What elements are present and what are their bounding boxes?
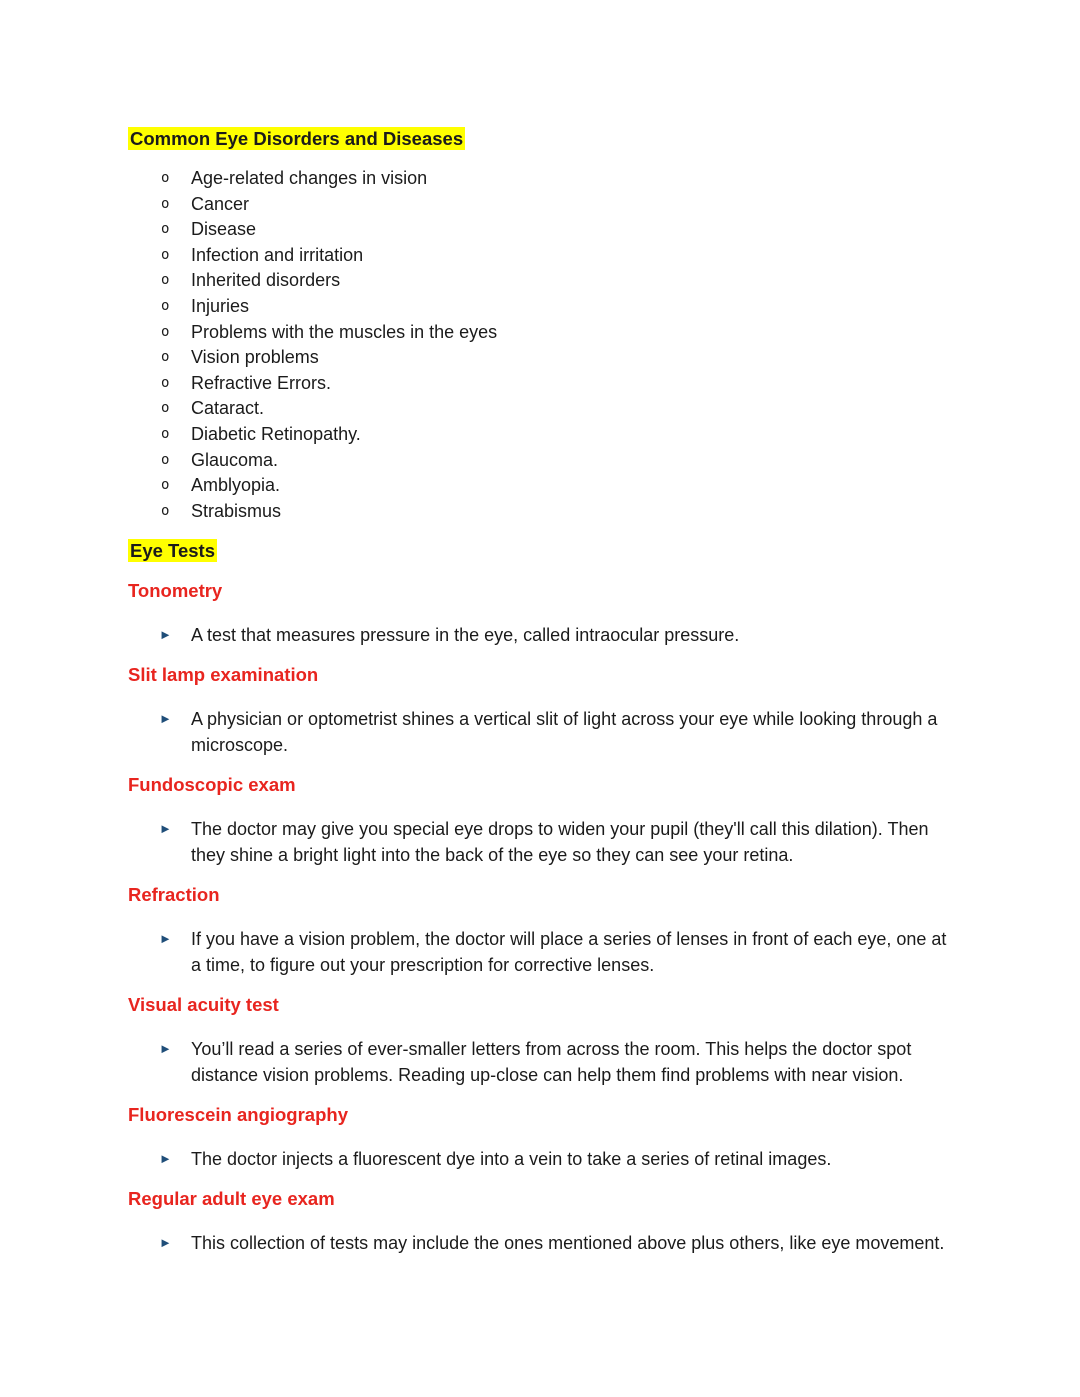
disorder-list-item: [128, 499, 952, 525]
disorders-heading-highlighted-text: Common Eye Disorders and Diseases: [130, 128, 464, 149]
arrow-bullet-icon: ►: [159, 711, 172, 727]
eye-tests-heading-highlighted-text: Eye Tests: [130, 540, 216, 562]
disorder-list-item: [128, 371, 952, 397]
test-description-text: A physician or optometrist shines a vertical slit of light across your eye while looking through a microscope.: [191, 709, 938, 756]
circle-bullet-icon: o: [161, 502, 170, 519]
circle-bullet-icon: o: [161, 221, 170, 238]
eye-tests-sections: [128, 578, 952, 1256]
circle-bullet-icon: o: [161, 170, 170, 186]
disorder-label: Inherited disorders: [191, 270, 341, 291]
arrow-bullet-icon: ►: [159, 1235, 172, 1251]
arrow-bullet-icon: ►: [159, 627, 172, 643]
disorder-label: Glaucoma.: [191, 449, 279, 470]
circle-bullet-icon: o: [161, 323, 170, 340]
eye-tests-heading: [128, 538, 952, 564]
disorder-label: Age-related changes in vision: [191, 168, 428, 188]
disorder-label: Cancer: [191, 193, 250, 214]
circle-bullet-icon: o: [161, 297, 170, 314]
test-description-text: You’ll read a series of ever-smaller letters from across the room. This helps the doctor spot distance vision problems. Reading up-close can help them find problems with near vision.: [191, 1039, 912, 1086]
disorder-label: Disease: [191, 219, 257, 240]
test-heading: Visual acuity test: [128, 994, 279, 1016]
disorder-list-item: [128, 473, 952, 499]
arrow-bullet-icon: ►: [159, 821, 172, 837]
disorders-list: [128, 166, 952, 524]
disorder-label: Injuries: [191, 295, 250, 316]
test-heading: Refraction: [128, 884, 220, 906]
disorder-list-item: [128, 268, 952, 294]
disorder-label: Diabetic Retinopathy.: [191, 423, 361, 444]
disorder-list-item: [128, 448, 952, 474]
disorder-label: Strabismus: [191, 500, 282, 521]
circle-bullet-icon: o: [161, 425, 170, 442]
disorder-label: Vision problems: [191, 347, 319, 368]
test-description-text: This collection of tests may include the ones mentioned above plus others, like eye movement.: [191, 1233, 945, 1254]
test-description: [128, 926, 952, 978]
disorder-list-item: [128, 320, 952, 346]
test-heading: Fluorescein angiography: [128, 1104, 348, 1126]
disorder-list-item: [128, 217, 952, 243]
circle-bullet-icon: o: [161, 349, 170, 366]
test-heading: Regular adult eye exam: [128, 1188, 335, 1210]
disorder-list-item: [128, 294, 952, 320]
circle-bullet-icon: o: [161, 400, 170, 417]
test-description: [128, 1036, 952, 1088]
test-description: [128, 1146, 952, 1172]
test-description: [128, 622, 952, 648]
test-heading: Tonometry: [128, 580, 223, 602]
arrow-bullet-icon: ►: [159, 1041, 172, 1057]
disorder-list-item: [128, 422, 952, 448]
circle-bullet-icon: o: [161, 272, 170, 289]
test-description-text: If you have a vision problem, the doctor will place a series of lenses in front of each eye, one at a time, to figure out your prescription for corrective lenses.: [191, 929, 947, 976]
test-description-text: The doctor may give you special eye drops to widen your pupil (they'll call this dilation). Then they shine a bright light into the back of the eye so they can see your retina.: [191, 819, 929, 866]
disorders-heading: [128, 126, 952, 152]
circle-bullet-icon: o: [161, 246, 170, 263]
disorder-label: Refractive Errors.: [191, 372, 332, 393]
test-description: [128, 706, 952, 758]
circle-bullet-icon: o: [161, 477, 170, 494]
disorder-list-item: [128, 243, 952, 269]
test-description-text: The doctor injects a fluorescent dye into a vein to take a series of retinal images.: [191, 1149, 832, 1170]
disorder-label: Amblyopia.: [191, 475, 281, 496]
disorder-list-item: [128, 166, 952, 192]
disorder-list-item: [128, 396, 952, 422]
disorder-list-item: [128, 345, 952, 371]
disorder-label: Cataract.: [191, 398, 265, 419]
test-heading: Slit lamp examination: [128, 664, 319, 686]
test-description: [128, 1230, 952, 1256]
test-heading: Fundoscopic exam: [128, 774, 296, 796]
test-description-text: A test that measures pressure in the eye, called intraocular pressure.: [191, 625, 740, 646]
disorder-label: Infection and irritation: [191, 244, 364, 265]
disorder-list-item: [128, 192, 952, 218]
circle-bullet-icon: o: [161, 451, 170, 468]
arrow-bullet-icon: ►: [159, 1151, 172, 1167]
circle-bullet-icon: o: [161, 374, 170, 391]
disorder-label: Problems with the muscles in the eyes: [191, 321, 498, 342]
test-description: [128, 816, 952, 868]
circle-bullet-icon: o: [161, 195, 170, 212]
arrow-bullet-icon: ►: [159, 931, 172, 947]
